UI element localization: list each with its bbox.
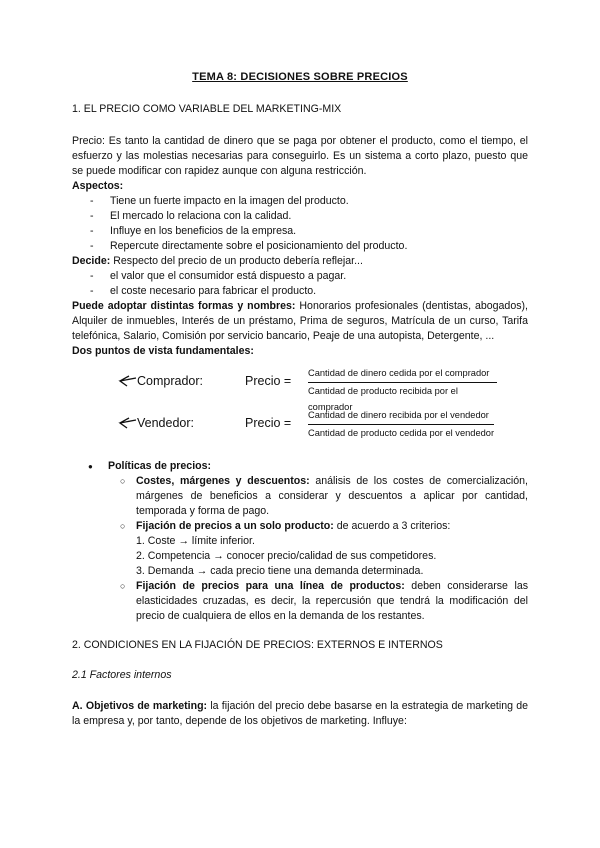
criterio-3: 3. Demanda → cada precio tiene una demanda determinada.	[136, 565, 424, 577]
formula-lhs: Precio =	[245, 374, 292, 388]
fraction	[308, 407, 494, 441]
fraction-numerator: Cantidad de dinero cedida por el comprador	[308, 365, 497, 383]
decide-list	[72, 269, 528, 299]
formula-vendedor	[117, 407, 497, 443]
intro-paragraph: Precio: Es tanto la cantidad de dinero que se paga por obtener el producto, como el tiempo, el esfuerzo y las molestias necesarias para conseguirlo. Es un sistema a corto plazo, puesto que se puede modificar con rapidez aunque con alguna restricción.	[72, 135, 528, 177]
list-item: - El mercado lo relaciona con la calidad.	[90, 209, 528, 224]
objetivos-paragraph	[72, 699, 528, 729]
puntos-heading: Dos puntos de vista fundamentales:	[72, 345, 254, 357]
linea-label: Fijación de precios para una línea de productos:	[136, 580, 405, 592]
fraction-denominator: Cantidad de producto recibida por el comprador	[308, 386, 458, 412]
decide-line	[72, 254, 528, 269]
document-page	[72, 70, 528, 729]
fijacion-label: Fijación de precios a un solo producto:	[136, 520, 334, 532]
objetivos-label: A. Objetivos de marketing:	[72, 700, 208, 712]
list-item: - el coste necesario para fabricar el producto.	[90, 284, 528, 299]
fijacion-text: de acuerdo a 3 criterios:	[333, 520, 451, 532]
formula-comprador	[117, 365, 497, 412]
section-2-heading: 2. CONDICIONES EN LA FIJACIÓN DE PRECIOS: EXTERNOS E INTERNOS	[72, 639, 443, 651]
fraction-numerator: Cantidad de dinero recibida por el vendedor	[308, 407, 494, 425]
document-title: TEMA 8: DECISIONES SOBRE PRECIOS	[192, 71, 408, 83]
aspectos-list	[72, 194, 528, 254]
fijacion-item	[120, 519, 528, 534]
subsection-heading: 2.1 Factores internos	[72, 669, 172, 681]
criterio-2: 2. Competencia → conocer precio/calidad de sus competidores.	[136, 550, 437, 562]
aspectos-heading: Aspectos:	[72, 180, 124, 192]
decide-text: Respecto del precio de un producto debería reflejar...	[110, 255, 363, 267]
criterio-1: 1. Coste → límite inferior.	[136, 535, 255, 547]
politicas-section	[72, 459, 528, 624]
decide-label: Decide:	[72, 255, 111, 267]
costes-label: Costes, márgenes y descuentos:	[136, 475, 310, 487]
fraction-denominator: Cantidad de producto cedida por el vendedor	[308, 428, 495, 438]
formas-label: Puede adoptar distintas formas y nombres:	[72, 300, 296, 312]
formas-text: Honorarios profesionales (dentistas, abogados), Alquiler de inmuebles, Interés de un préstamo, Prima de seguros, Matrícula de un curso, Tarifa telefónica, Salario, Comisión por servicio bancario, Peaje de una autopista, Detergente, ...	[72, 300, 528, 342]
price-formulas	[72, 363, 528, 447]
section-1-heading: 1. EL PRECIO COMO VARIABLE DEL MARKETING-MIX	[72, 103, 342, 115]
formula-lhs: Precio =	[245, 416, 292, 430]
list-item: - el valor que el consumidor está dispuesto a pagar.	[90, 269, 528, 284]
hand-arrow-icon	[117, 417, 137, 429]
linea-text: deben considerarse las elasticidades cruzadas, es decir, la repercusión que tendrá la modificación del precio de cualquiera de ellos en la demanda de los restantes.	[136, 580, 529, 622]
formula-role: Vendedor:	[117, 416, 194, 431]
list-item: - Repercute directamente sobre el posicionamiento del producto.	[90, 239, 528, 254]
objetivos-text: la fijación del precio debe basarse en la estrategia de marketing de la empresa y, por tanto, depende de los objetivos de marketing. Influye:	[72, 700, 529, 727]
hand-arrow-icon	[117, 375, 137, 387]
list-item: - Tiene un fuerte impacto en la imagen del producto.	[90, 194, 528, 209]
costes-text: análisis de los costes de comercialización, márgenes de beneficios a considerar y descuentos a aplicar por cantidad, temporada y forma de pago.	[136, 475, 528, 517]
formas-paragraph	[72, 299, 528, 344]
formula-role: Comprador:	[117, 374, 203, 389]
politicas-heading: ● Políticas de precios:	[86, 459, 528, 474]
linea-item	[120, 579, 528, 624]
costes-item	[120, 474, 528, 519]
list-item: - Influye en los beneficios de la empresa.	[90, 224, 528, 239]
